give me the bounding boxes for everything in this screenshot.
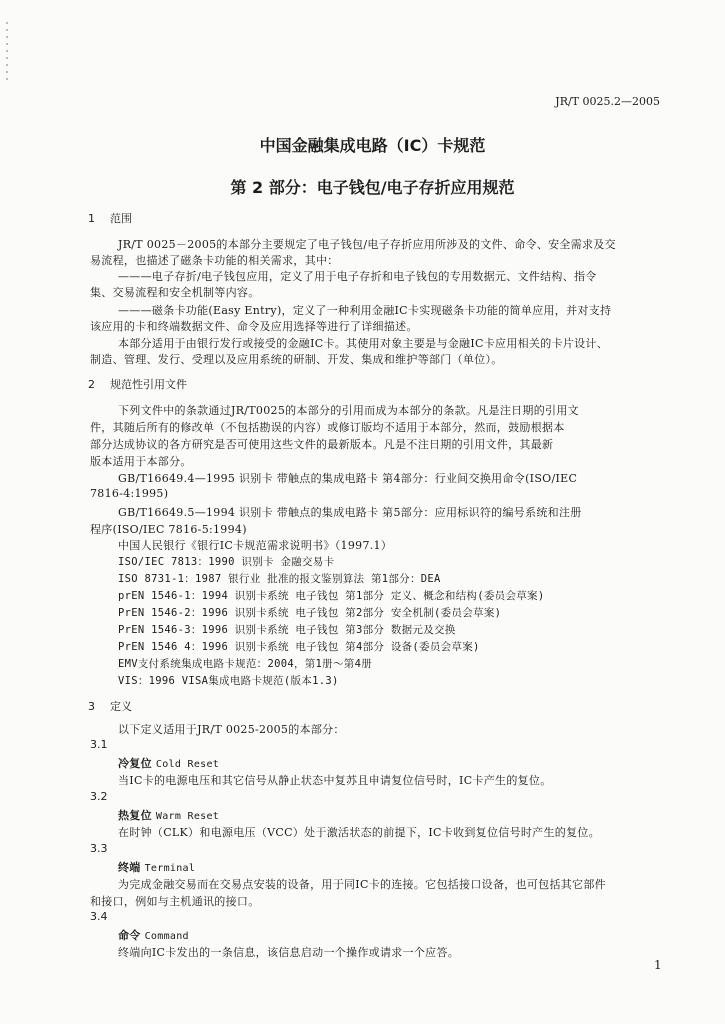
section-number: 3: [88, 700, 95, 713]
term-chinese: 热复位: [118, 809, 152, 822]
term-english: Terminal: [144, 863, 196, 874]
term-english: Cold Reset: [155, 759, 220, 770]
definition-text: 终端向IC卡发出的一条信息，该信息启动一个操作或请求一个应答。: [118, 946, 460, 959]
paragraph-line: 本部分适用于由银行发行或接受的金融IC卡。其使用对象主要是与金融IC卡应用相关的卡片设计、: [118, 337, 609, 350]
section-2-heading: [88, 376, 187, 392]
term-chinese: 冷复位: [118, 757, 152, 770]
paragraph-line: 部分达成协议的各方研究是否可使用这些文件的最新版本。凡是不注日期的引用文件，其最新: [90, 438, 554, 451]
definition-term: [118, 859, 195, 875]
paragraph-line: ———电子存折/电子钱包应用，定义了用于电子存折和电子钱包的专用数据元、文件结构、指令: [118, 270, 597, 283]
paragraph-line: 该应用的卡和终端数据文件、命令及应用选择等进行了详细描述。: [90, 320, 418, 333]
reference-line: PrEN 1546-3：1996 识别卡系统 电子钱包 第3部分 数据元及交换: [118, 624, 456, 636]
term-english: Command: [144, 931, 189, 942]
definition-number: 3.4: [90, 910, 108, 923]
definition-term: [118, 927, 189, 943]
paragraph-line: JR/T 0025－2005的本部分主要规定了电子钱包/电子存折应用所涉及的文件、命令、安全需求及交: [118, 238, 616, 251]
section-title: 规范性引用文件: [110, 378, 187, 391]
definition-number: 3.1: [90, 738, 108, 751]
reference-line: PrEN 1546-2：1996 识别卡系统 电子钱包 第2部分 安全机制(委员会草案): [118, 607, 502, 619]
binding-dots: [6, 22, 8, 82]
paragraph-line: 集、交易流程和安全机制等内容。: [90, 286, 260, 299]
reference-line: 7816-4:1995): [90, 487, 169, 500]
reference-line: VIS：1996 VISA集成电路卡规范(版本1.3): [118, 675, 339, 687]
term-english: Warm Reset: [155, 811, 220, 822]
definition-term: [118, 755, 219, 771]
term-chinese: 终端: [118, 861, 141, 874]
reference-line: PrEN 1546 4：1996 识别卡系统 电子钱包 第4部分 设备(委员会草案): [118, 641, 480, 653]
paragraph-line: 版本适用于本部分。: [90, 455, 192, 468]
standard-code: JR/T 0025.2—2005: [555, 95, 660, 108]
term-chinese: 命令: [118, 929, 141, 942]
paragraph-line: 件，其随后所有的修改单（不包括勘误的内容）或修订版均不适用于本部分，然而，鼓励根据本: [90, 421, 565, 434]
paragraph-line: 下列文件中的条款通过JR/T0025的本部分的引用而成为本部分的条款。凡是注日期的引用文: [118, 404, 579, 417]
section-number: 1: [88, 212, 95, 225]
definition-text: 在时钟（CLK）和电源电压（VCC）处于激活状态的前提下，IC卡收到复位信号时产生的复位。: [118, 826, 600, 839]
reference-line: ISO 8731-1：1987 银行业 批准的报文鉴别算法 第1部分：DEA: [118, 573, 441, 585]
page-number: 1: [654, 958, 662, 972]
paragraph-line: 以下定义适用于JR/T 0025-2005的本部分：: [118, 723, 345, 736]
section-title: 定义: [110, 700, 132, 713]
paragraph-line: 制造、管理、发行、受理以及应用系统的研制、开发、集成和维护等部门（单位）。: [90, 353, 503, 366]
definition-number: 3.3: [90, 842, 108, 855]
section-number: 2: [88, 378, 95, 391]
definition-number: 3.2: [90, 790, 108, 803]
reference-line: ISO/IEC 7813：1990 识别卡 金融交易卡: [118, 556, 335, 568]
reference-line: GB/T16649.5—1994 识别卡 带触点的集成电路卡 第5部分：应用标识符的编号系统和注册: [118, 506, 582, 519]
definition-term: [118, 807, 219, 823]
reference-line: GB/T16649.4—1995 识别卡 带触点的集成电路卡 第4部分：行业间交换用命令(ISO/IEC: [118, 472, 578, 485]
definition-text: 为完成金融交易而在交易点安装的设备，用于同IC卡的连接。它包括接口设备，也可包括其它部件: [118, 878, 606, 891]
paragraph-line: 易流程，也描述了磁条卡功能的相关需求，其中：: [90, 254, 339, 267]
section-3-heading: [88, 698, 132, 714]
definition-text: 和接口，例如与主机通讯的接口。: [90, 895, 260, 908]
paragraph-line: ———磁条卡功能(Easy Entry)，定义了一种利用金融IC卡实现磁条卡功能的简单应用，并对支持: [118, 304, 612, 317]
reference-line: 中国人民银行《银行IC卡规范需求说明书》（1997.1）: [118, 539, 393, 552]
reference-line: 程序(ISO/IEC 7816-5:1994): [90, 523, 247, 536]
reference-line: EMV支付系统集成电路卡规范：2004，第1册～第4册: [118, 658, 372, 670]
reference-line: prEN 1546-1：1994 识别卡系统 电子钱包 第1部分 定义、概念和结构(委员会草案): [118, 590, 545, 602]
section-1-heading: [88, 210, 132, 226]
section-title: 范围: [110, 212, 132, 225]
definition-text: 当IC卡的电源电压和其它信号从静止状态中复苏且申请复位信号时，IC卡产生的复位。: [118, 774, 552, 787]
document-subtitle: 第 2 部分：电子钱包/电子存折应用规范: [230, 178, 515, 197]
document-title: 中国金融集成电路（IC）卡规范: [259, 136, 486, 155]
